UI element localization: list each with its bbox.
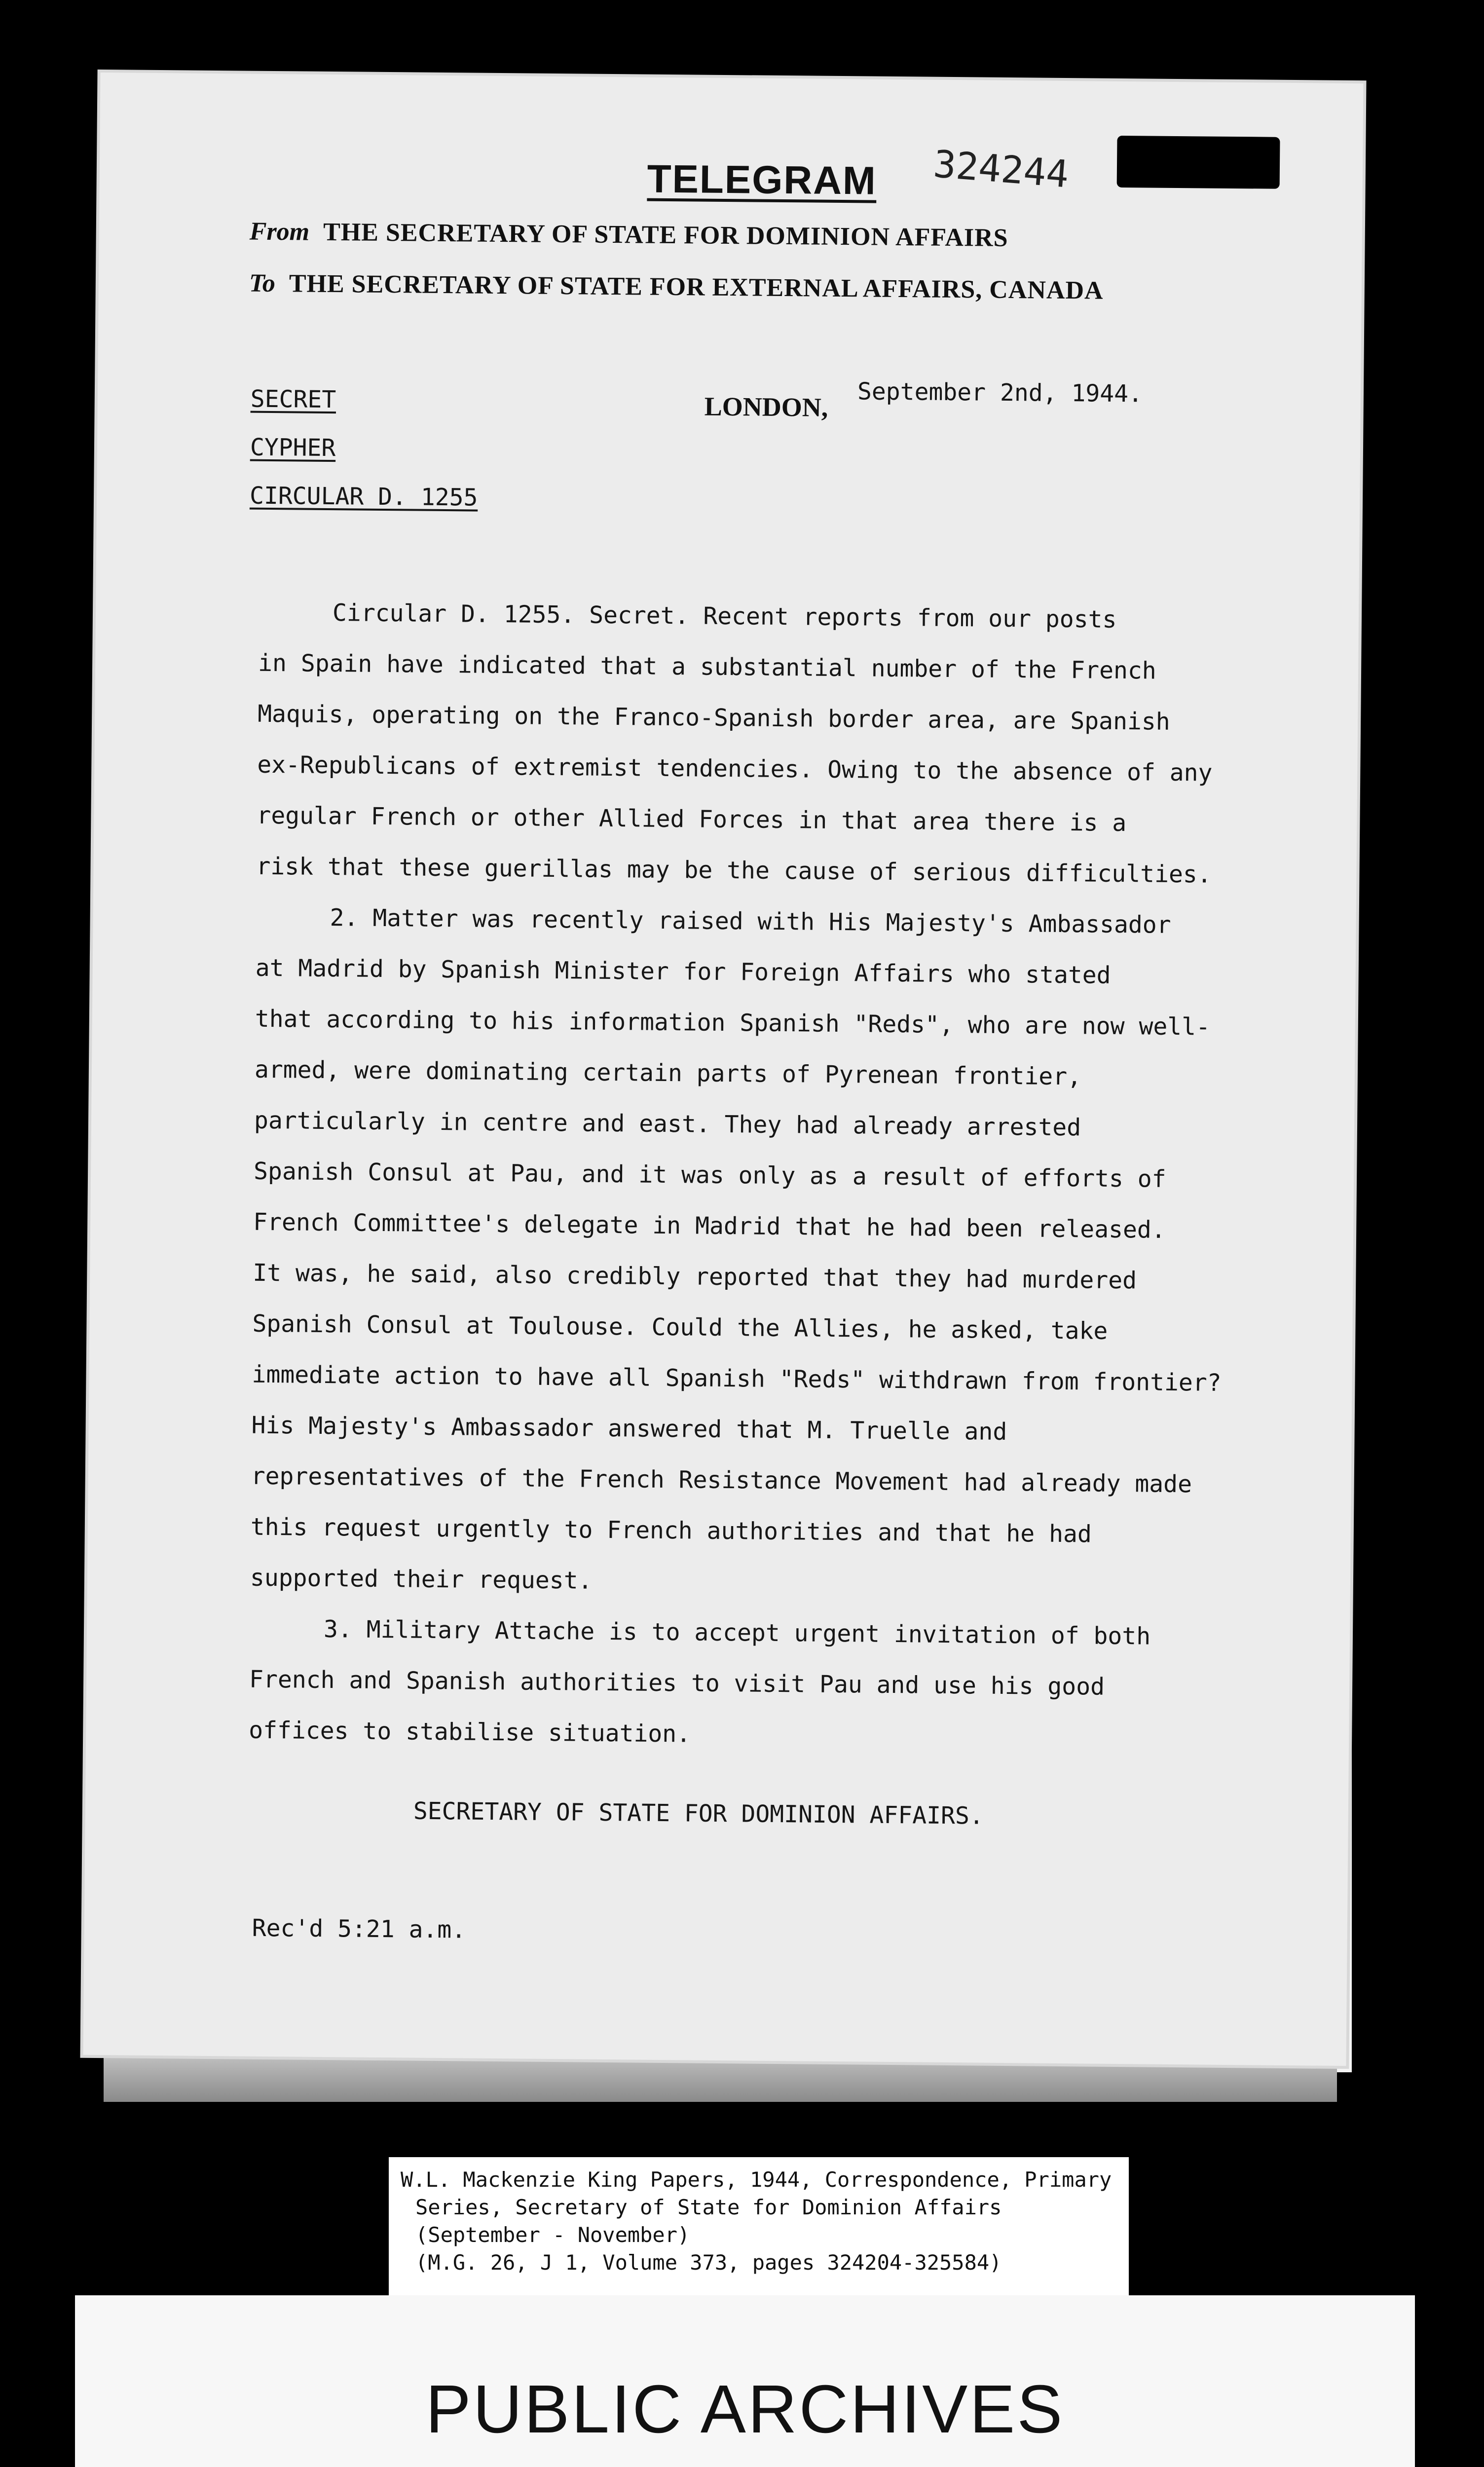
body-line: French Committee's delegate in Madrid that he had been released. xyxy=(253,1208,1166,1244)
body-line: at Madrid by Spanish Minister for Foreign Affairs who stated xyxy=(255,954,1111,989)
body-line: this request urgently to French authorities and that he had xyxy=(250,1513,1092,1548)
citation-line: W.L. Mackenzie King Papers, 1944, Correspondence, Primary xyxy=(401,2168,1112,2192)
body-line: 2. Matter was recently raised with His Majesty's Ambassador xyxy=(330,904,1171,939)
to-value: THE SECRETARY OF STATE FOR EXTERNAL AFFAIRS, CANADA xyxy=(289,269,1104,305)
body-line: risk that these guerillas may be the cause of serious difficulties. xyxy=(256,852,1212,889)
citation-line: Series, Secretary of State for Dominion Affairs xyxy=(415,2195,1002,2219)
citation-line: (September - November) xyxy=(415,2223,690,2247)
banner-public-archives: PUBLIC ARCHIVES xyxy=(425,2371,1065,2447)
stamp-number: 324244 xyxy=(931,142,1071,196)
telegram-sheet xyxy=(83,73,1364,2066)
body-line: 3. Military Attache is to accept urgent invitation of both xyxy=(323,1615,1151,1650)
to-label: To xyxy=(249,269,276,298)
body-line: regular French or other Allied Forces in that area there is a xyxy=(257,801,1127,837)
body-line: ex-Republicans of extremist tendencies. Owing to the absence of any xyxy=(257,750,1213,787)
body-line: armed, were dominating certain parts of Pyrenean frontier, xyxy=(254,1055,1082,1091)
body-line: representatives of the French Resistance Movement had already made xyxy=(251,1462,1192,1498)
received-time: Rec'd 5:21 a.m. xyxy=(252,1914,466,1944)
to-line xyxy=(249,269,1104,305)
body-line: particularly in centre and east. They had already arrested xyxy=(254,1106,1081,1142)
classification-cypher: CYPHER xyxy=(250,433,336,462)
body-line: Circular D. 1255. Secret. Recent reports from our posts xyxy=(332,599,1117,634)
date: September 2nd, 1944. xyxy=(857,377,1143,408)
archive-citation-label xyxy=(389,2157,1129,2300)
message-body xyxy=(249,587,1369,1766)
citation-line: (M.G. 26, J 1, Volume 373, pages 324204-325584) xyxy=(415,2250,1002,2275)
body-line: Spanish Consul at Toulouse. Could the Allies, he asked, take xyxy=(252,1309,1108,1345)
from-line xyxy=(250,217,1008,253)
classification-circular: CIRCULAR D. 1255 xyxy=(249,482,478,512)
body-line: offices to stabilise situation. xyxy=(249,1716,691,1748)
body-line: that according to his information Spanish "Reds", who are now well- xyxy=(255,1005,1211,1041)
body-line: supported their request. xyxy=(250,1564,593,1595)
signature: SECRETARY OF STATE FOR DOMINION AFFAIRS. xyxy=(413,1797,984,1830)
from-value: THE SECRETARY OF STATE FOR DOMINION AFFAIRS xyxy=(323,218,1008,252)
from-label: From xyxy=(249,217,310,246)
body-line: immediate action to have all Spanish "Reds" withdrawn from frontier? xyxy=(252,1360,1222,1397)
classification-secret: SECRET xyxy=(250,385,336,414)
place: LONDON, xyxy=(704,391,828,422)
document-title: TELEGRAM xyxy=(647,156,877,203)
body-line: Maquis, operating on the Franco-Spanish border area, are Spanish xyxy=(258,700,1170,736)
body-line: It was, he said, also credibly reported that they had murdered xyxy=(253,1259,1137,1295)
redaction-box xyxy=(1117,136,1280,189)
body-line: His Majesty's Ambassador answered that M. Truelle and xyxy=(251,1411,1007,1446)
classification-block xyxy=(250,375,479,522)
body-line: Spanish Consul at Pau, and it was only as a result of efforts of xyxy=(253,1157,1166,1193)
body-line: French and Spanish authorities to visit Pau and use his good xyxy=(249,1665,1105,1701)
body-line: in Spain have indicated that a substantial number of the French xyxy=(258,649,1156,685)
archives-banner xyxy=(75,2295,1415,2467)
